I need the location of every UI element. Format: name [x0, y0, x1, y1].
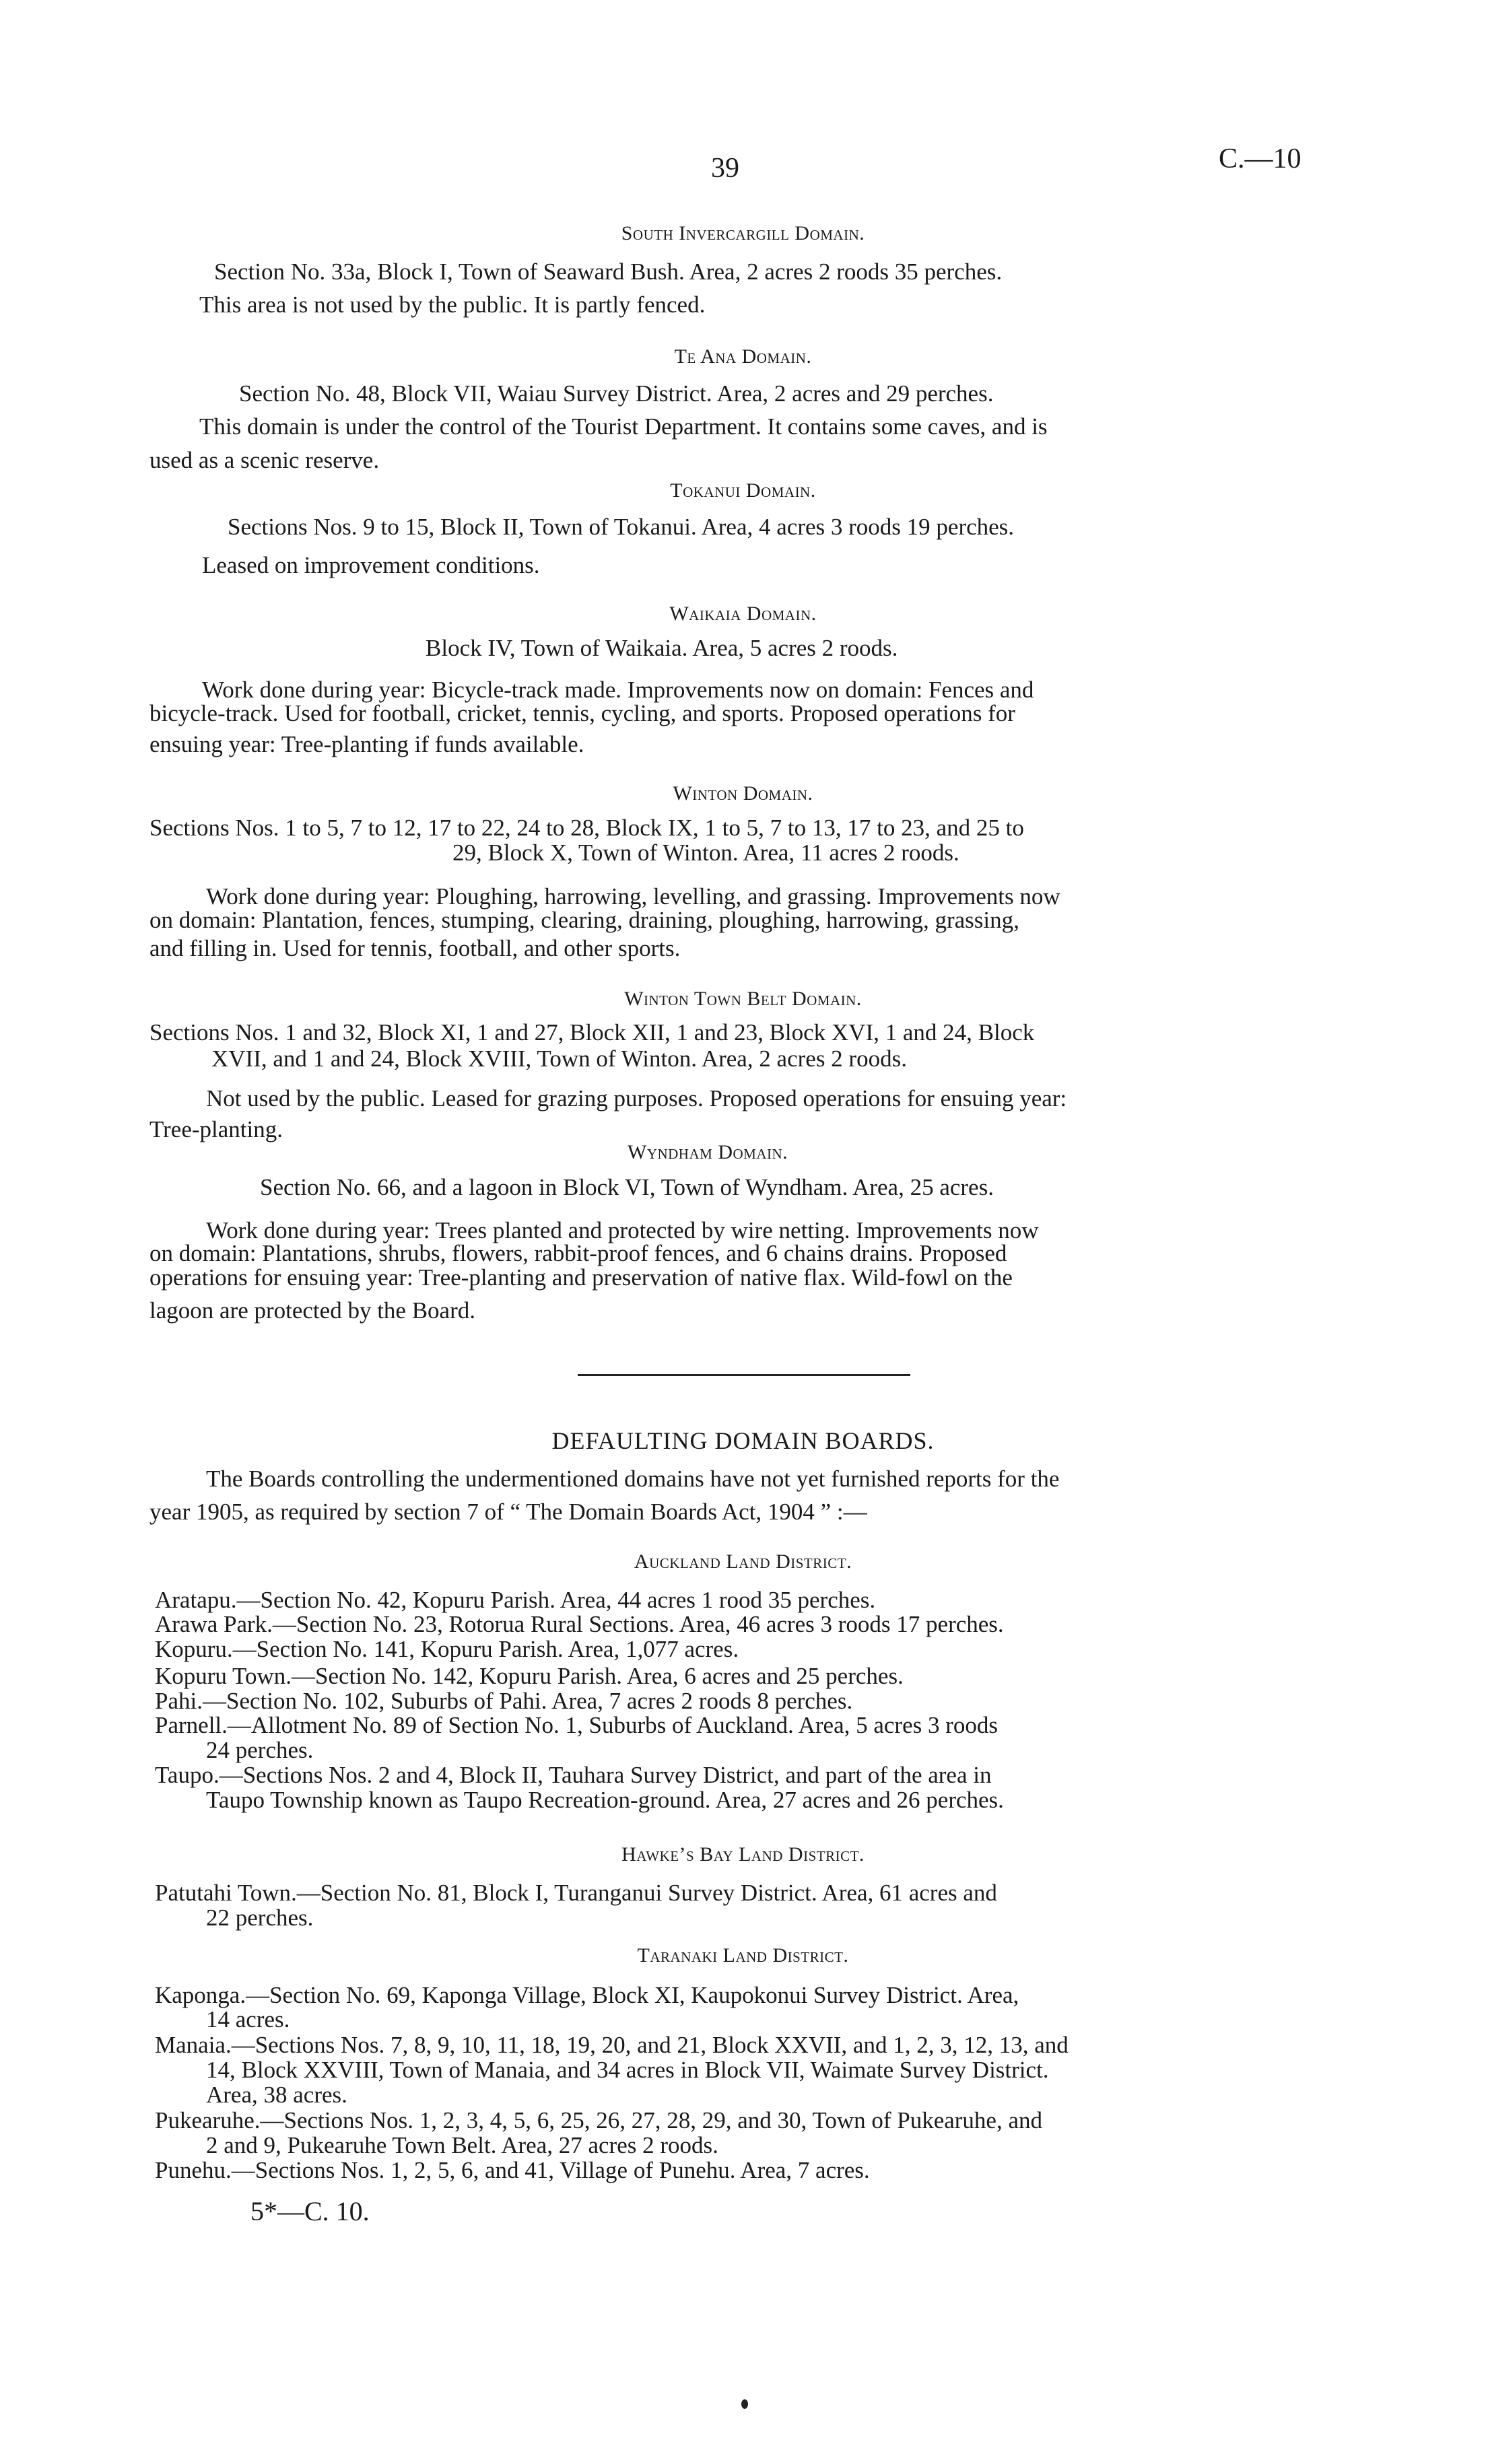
body-line: on domain: Plantation, fences, stumping, clearing, draining, ploughing, harrowing, grassing,	[149, 907, 1019, 933]
list-item-continuation: 2 and 9, Pukearuhe Town Belt. Area, 27 acres 2 roods.	[206, 2132, 718, 2158]
body-line: Work done during year: Ploughing, harrowing, levelling, and grassing. Improvements now	[206, 883, 1060, 910]
section-title-winton-town-belt: Winton Town Belt Domain.	[624, 988, 862, 1010]
list-item: Aratapu.—Section No. 42, Kopuru Parish. Area, 44 acres 1 rood 35 perches.	[155, 1587, 876, 1613]
list-item: Patutahi Town.—Section No. 81, Block I, Turanganui Survey District. Area, 61 acres and	[155, 1880, 997, 1906]
body-line: Work done during year: Bicycle-track made. Improvements now on domain: Fences and	[202, 677, 1034, 703]
list-item: Pukearuhe.—Sections Nos. 1, 2, 3, 4, 5, 6, 25, 26, 27, 28, 29, and 30, Town of Pukearuhe, and	[155, 2107, 1043, 2133]
list-item: Pahi.—Section No. 102, Suburbs of Pahi. Area, 7 acres 2 roods 8 perches.	[155, 1688, 853, 1714]
body-line: ensuing year: Tree-planting if funds available.	[149, 731, 584, 757]
list-item-continuation: Taupo Township known as Taupo Recreation-ground. Area, 27 acres and 26 perches.	[206, 1787, 1004, 1813]
defaulting-title: DEFAULTING DOMAIN BOARDS.	[551, 1427, 935, 1454]
body-line: Leased on improvement conditions.	[202, 552, 540, 578]
section-title-winton: Winton Domain.	[673, 782, 813, 805]
body-line: operations for ensuing year: Tree-planting and preservation of native flax. Wild-fowl on the	[149, 1264, 1013, 1291]
section-divider	[578, 1374, 910, 1376]
list-item: Parnell.—Allotment No. 89 of Section No. 1, Suburbs of Auckland. Area, 5 acres 3 roods	[155, 1712, 999, 1738]
series-code: C.—10	[1219, 143, 1302, 174]
district-title-taranaki: Taranaki Land District.	[637, 1944, 849, 1966]
body-line: Work done during year: Trees planted and protected by wire netting. Improvements now	[206, 1217, 1039, 1243]
body-line: Tree-planting.	[149, 1116, 283, 1142]
body-line: Sections Nos. 9 to 15, Block II, Town of Tokanui. Area, 4 acres 3 roods 19 perches.	[228, 514, 1015, 540]
list-item-continuation: 24 perches.	[206, 1737, 314, 1763]
list-item-continuation: 14 acres.	[206, 2006, 290, 2032]
page-number: 39	[711, 153, 739, 184]
body-line: Sections Nos. 1 to 5, 7 to 12, 17 to 22, 24 to 28, Block IX, 1 to 5, 7 to 13, 17 to 23, and 25 to	[149, 815, 1024, 841]
list-item: Kopuru.—Section No. 141, Kopuru Parish. Area, 1,077 acres.	[155, 1636, 739, 1662]
body-line: Sections Nos. 1 and 32, Block XI, 1 and 27, Block XII, 1 and 23, Block XVI, 1 and 24, Block	[149, 1019, 1035, 1046]
signature-mark: 5*—C. 10.	[250, 2196, 370, 2226]
list-item-continuation: Area, 38 acres.	[206, 2082, 347, 2108]
district-title-hawkes-bay: Hawke’s Bay Land District.	[621, 1843, 865, 1866]
section-title-wyndham: Wyndham Domain.	[628, 1141, 788, 1163]
body-line: 29, Block X, Town of Winton. Area, 11 acres 2 roods.	[452, 840, 959, 866]
intro-line: The Boards controlling the undermentioned domains have not yet furnished reports for the	[206, 1466, 1060, 1492]
body-line: Block IV, Town of Waikaia. Area, 5 acres 2 roods.	[426, 635, 898, 661]
body-line: Section No. 33a, Block I, Town of Seaward Bush. Area, 2 acres 2 roods 35 perches.	[214, 259, 1003, 285]
body-line: lagoon are protected by the Board.	[149, 1297, 475, 1324]
list-item: Arawa Park.—Section No. 23, Rotorua Rural Sections. Area, 46 acres 3 roods 17 perches.	[155, 1611, 1004, 1637]
print-dot	[741, 2399, 748, 2409]
list-item-continuation: 14, Block XXVIII, Town of Manaia, and 34 acres in Block VII, Waimate Survey District.	[206, 2057, 1049, 2083]
body-line: XVII, and 1 and 24, Block XVIII, Town of Winton. Area, 2 acres 2 roods.	[211, 1046, 907, 1072]
body-line: This domain is under the control of the Tourist Department. It contains some caves, and is	[199, 413, 1048, 440]
list-item: Manaia.—Sections Nos. 7, 8, 9, 10, 11, 18, 19, 20, and 21, Block XXVII, and 1, 2, 3, 12, 13, and	[155, 2032, 1069, 2058]
list-item: Punehu.—Sections Nos. 1, 2, 5, 6, and 41, Village of Punehu. Area, 7 acres.	[155, 2157, 870, 2183]
intro-line: year 1905, as required by section 7 of “ The Domain Boards Act, 1904 ” :—	[149, 1499, 867, 1525]
section-title-tokanui: Tokanui Domain.	[670, 479, 816, 502]
list-item: Kaponga.—Section No. 69, Kaponga Village, Block XI, Kaupokonui Survey District. Area,	[155, 1982, 1019, 2008]
section-title-te-ana: Te Ana Domain.	[674, 345, 812, 368]
section-title-south-invercargill: South Invercargill Domain.	[621, 222, 865, 244]
body-line: This area is not used by the public. It is partly fenced.	[199, 292, 706, 318]
body-line: Not used by the public. Leased for grazing purposes. Proposed operations for ensuing year:	[206, 1085, 1067, 1111]
section-title-waikaia: Waikaia Domain.	[669, 603, 817, 625]
body-line: on domain: Plantations, shrubs, flowers, rabbit-proof fences, and 6 chains drains. Proposed	[149, 1240, 1007, 1266]
list-item-continuation: 22 perches.	[206, 1905, 314, 1931]
district-title-auckland: Auckland Land District.	[634, 1550, 852, 1573]
body-line: used as a scenic reserve.	[149, 447, 380, 473]
body-line: and filling in. Used for tennis, football, and other sports.	[149, 935, 681, 961]
body-line: bicycle-track. Used for football, cricket, tennis, cycling, and sports. Proposed operations for	[149, 700, 1015, 726]
list-item: Kopuru Town.—Section No. 142, Kopuru Parish. Area, 6 acres and 25 perches.	[155, 1663, 904, 1689]
body-line: Section No. 66, and a lagoon in Block VI, Town of Wyndham. Area, 25 acres.	[260, 1174, 994, 1200]
list-item: Taupo.—Sections Nos. 2 and 4, Block II, Tauhara Survey District, and part of the area in	[155, 1762, 992, 1788]
body-line: Section No. 48, Block VII, Waiau Survey District. Area, 2 acres and 29 perches.	[239, 380, 994, 407]
